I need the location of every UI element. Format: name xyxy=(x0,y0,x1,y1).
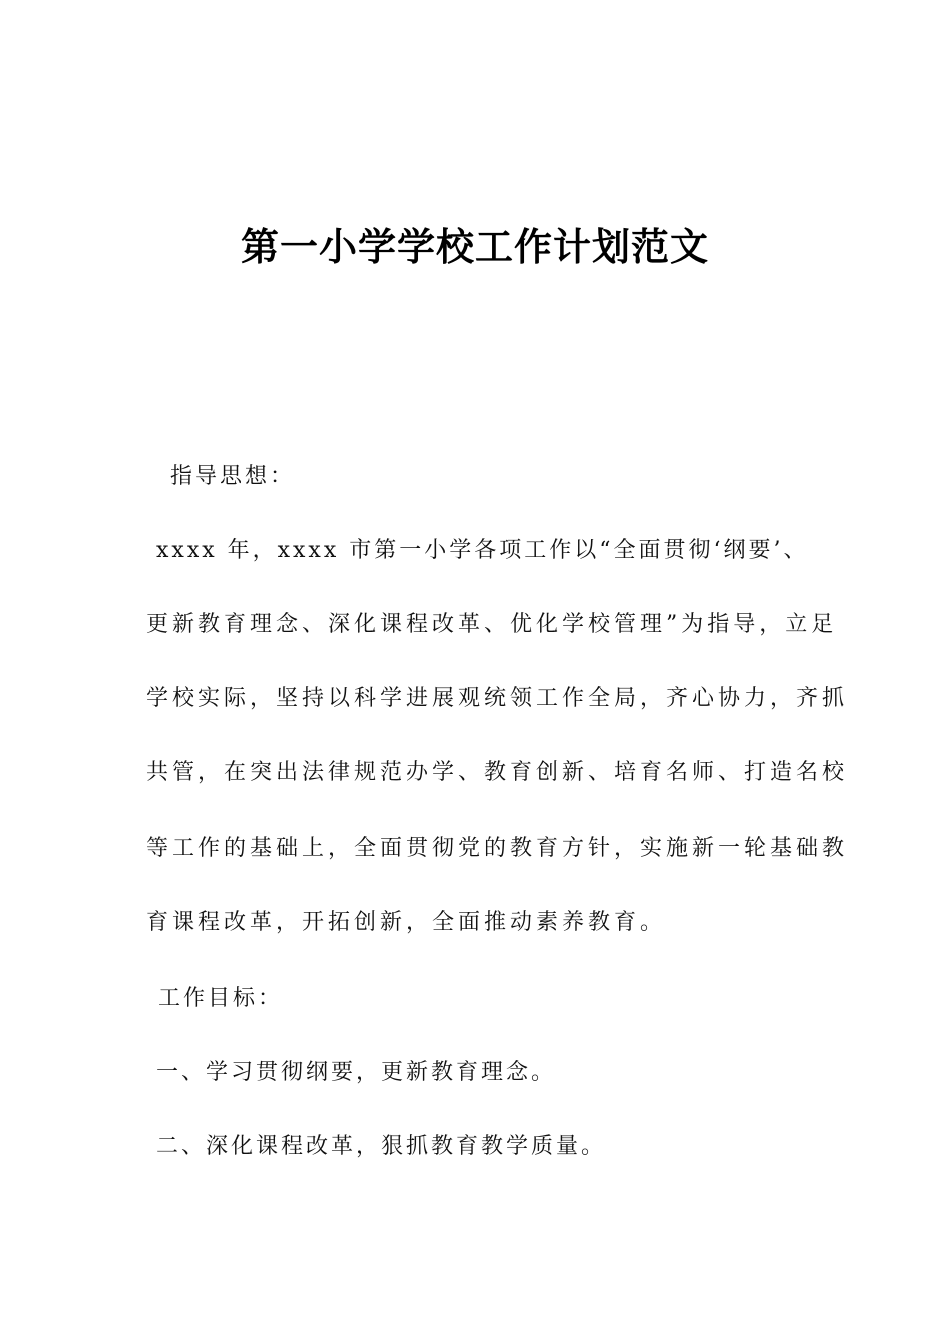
paragraph-line: xxxx 年，xxxx 市第一小学各项工作以“全面贯彻‘纲要’、 xyxy=(156,538,809,563)
paragraph-line: 育课程改革，开拓创新，全面推动素养教育。 xyxy=(146,910,667,935)
paragraph-line: 等工作的基础上，全面贯彻党的教育方针，实施新一轮基础教 xyxy=(146,836,849,861)
guiding-thought-heading: 指导思想： xyxy=(170,464,296,489)
goal-item: 二、深化课程改革，狠抓教育教学质量。 xyxy=(156,1134,607,1159)
paragraph-line: 共管，在突出法律规范办学、教育创新、培育名师、打造名校 xyxy=(146,760,849,785)
goal-item: 一、学习贯彻纲要，更新教育理念。 xyxy=(156,1060,557,1085)
paragraph-line: 更新教育理念、深化课程改革、优化学校管理”为指导，立足 xyxy=(146,612,838,637)
work-goals-heading: 工作目标： xyxy=(158,986,284,1011)
document-title: 第一小学学校工作计划范文 xyxy=(240,225,709,269)
paragraph-line: 学校实际，坚持以科学进展观统领工作全局，齐心协力，齐抓 xyxy=(146,686,849,711)
